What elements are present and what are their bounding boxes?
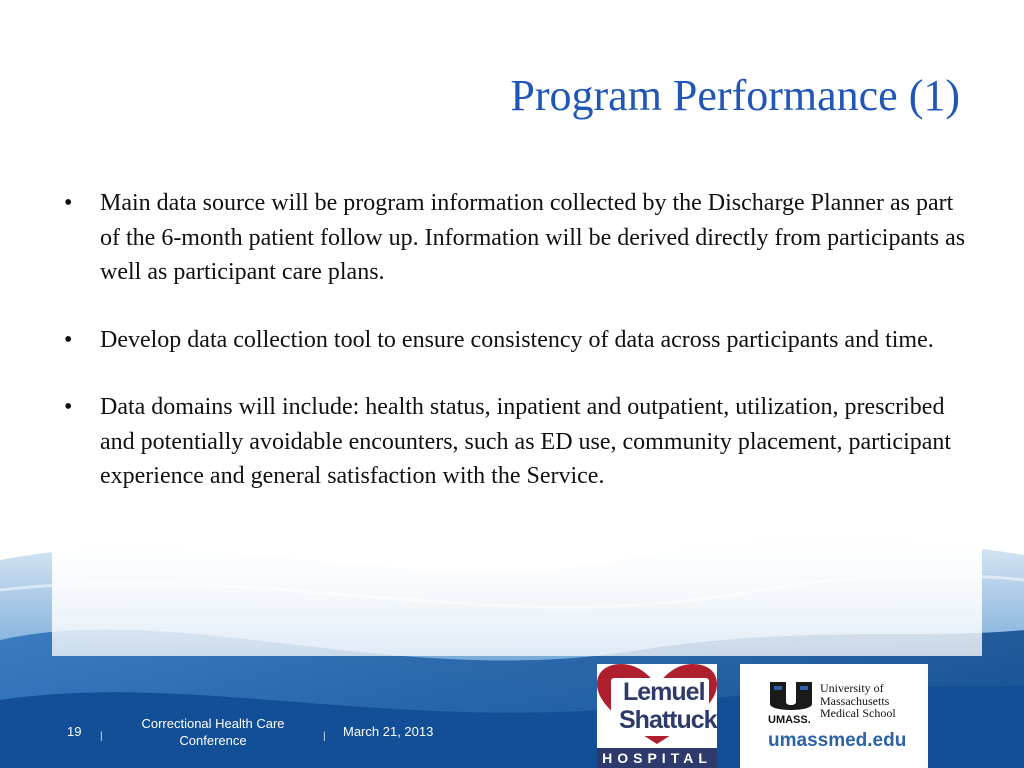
bullet-text: Develop data collection tool to ensure consistency of data across participants and time.: [100, 326, 934, 353]
bullet-item: [64, 186, 974, 290]
bullet-text: Data domains will include: health status, inpatient and outpatient, utilization, prescribed and potentially avoidable encounters, such as ED use, community placement, participant experience and general satisfaction with the Service.: [100, 394, 952, 489]
logo-text: HOSPITAL: [597, 748, 717, 768]
footer-separator: |: [100, 731, 103, 742]
logo-text: Shattuck: [619, 706, 717, 734]
conference-line: Conference: [179, 733, 247, 748]
bullet-icon: •: [64, 394, 73, 420]
umass-shield-icon: [768, 680, 814, 714]
bullet-icon: •: [64, 190, 73, 216]
footer: [0, 700, 600, 768]
bullet-icon: •: [64, 326, 73, 353]
university-name: [820, 682, 896, 720]
bullet-text: Main data source will be program information collected by the Discharge Planner as part of the 6-month patient follow up. Information will be derived directly from participants as well as participant care plans.: [100, 190, 966, 285]
footer-date: March 21, 2013: [343, 724, 434, 739]
conference-line: Correctional Health Care: [141, 716, 285, 731]
university-line: Massachusetts: [820, 693, 890, 708]
umass-logo: [740, 664, 928, 768]
university-line: Medical School: [820, 706, 896, 720]
logo-text: Lemuel: [623, 678, 705, 706]
bullet-item: [64, 390, 974, 494]
footer-separator: |: [323, 731, 326, 742]
slide-title: Program Performance (1): [510, 71, 960, 120]
conference-name: [128, 715, 298, 749]
bullet-item: [64, 323, 974, 358]
umass-url: umassmed.edu: [768, 730, 907, 751]
umass-wordmark: UMASS.: [768, 714, 811, 726]
page-number: 19: [67, 724, 82, 739]
lemuel-shattuck-logo: [597, 664, 717, 768]
bullet-list: [64, 186, 974, 527]
university-line: University of: [820, 681, 884, 695]
